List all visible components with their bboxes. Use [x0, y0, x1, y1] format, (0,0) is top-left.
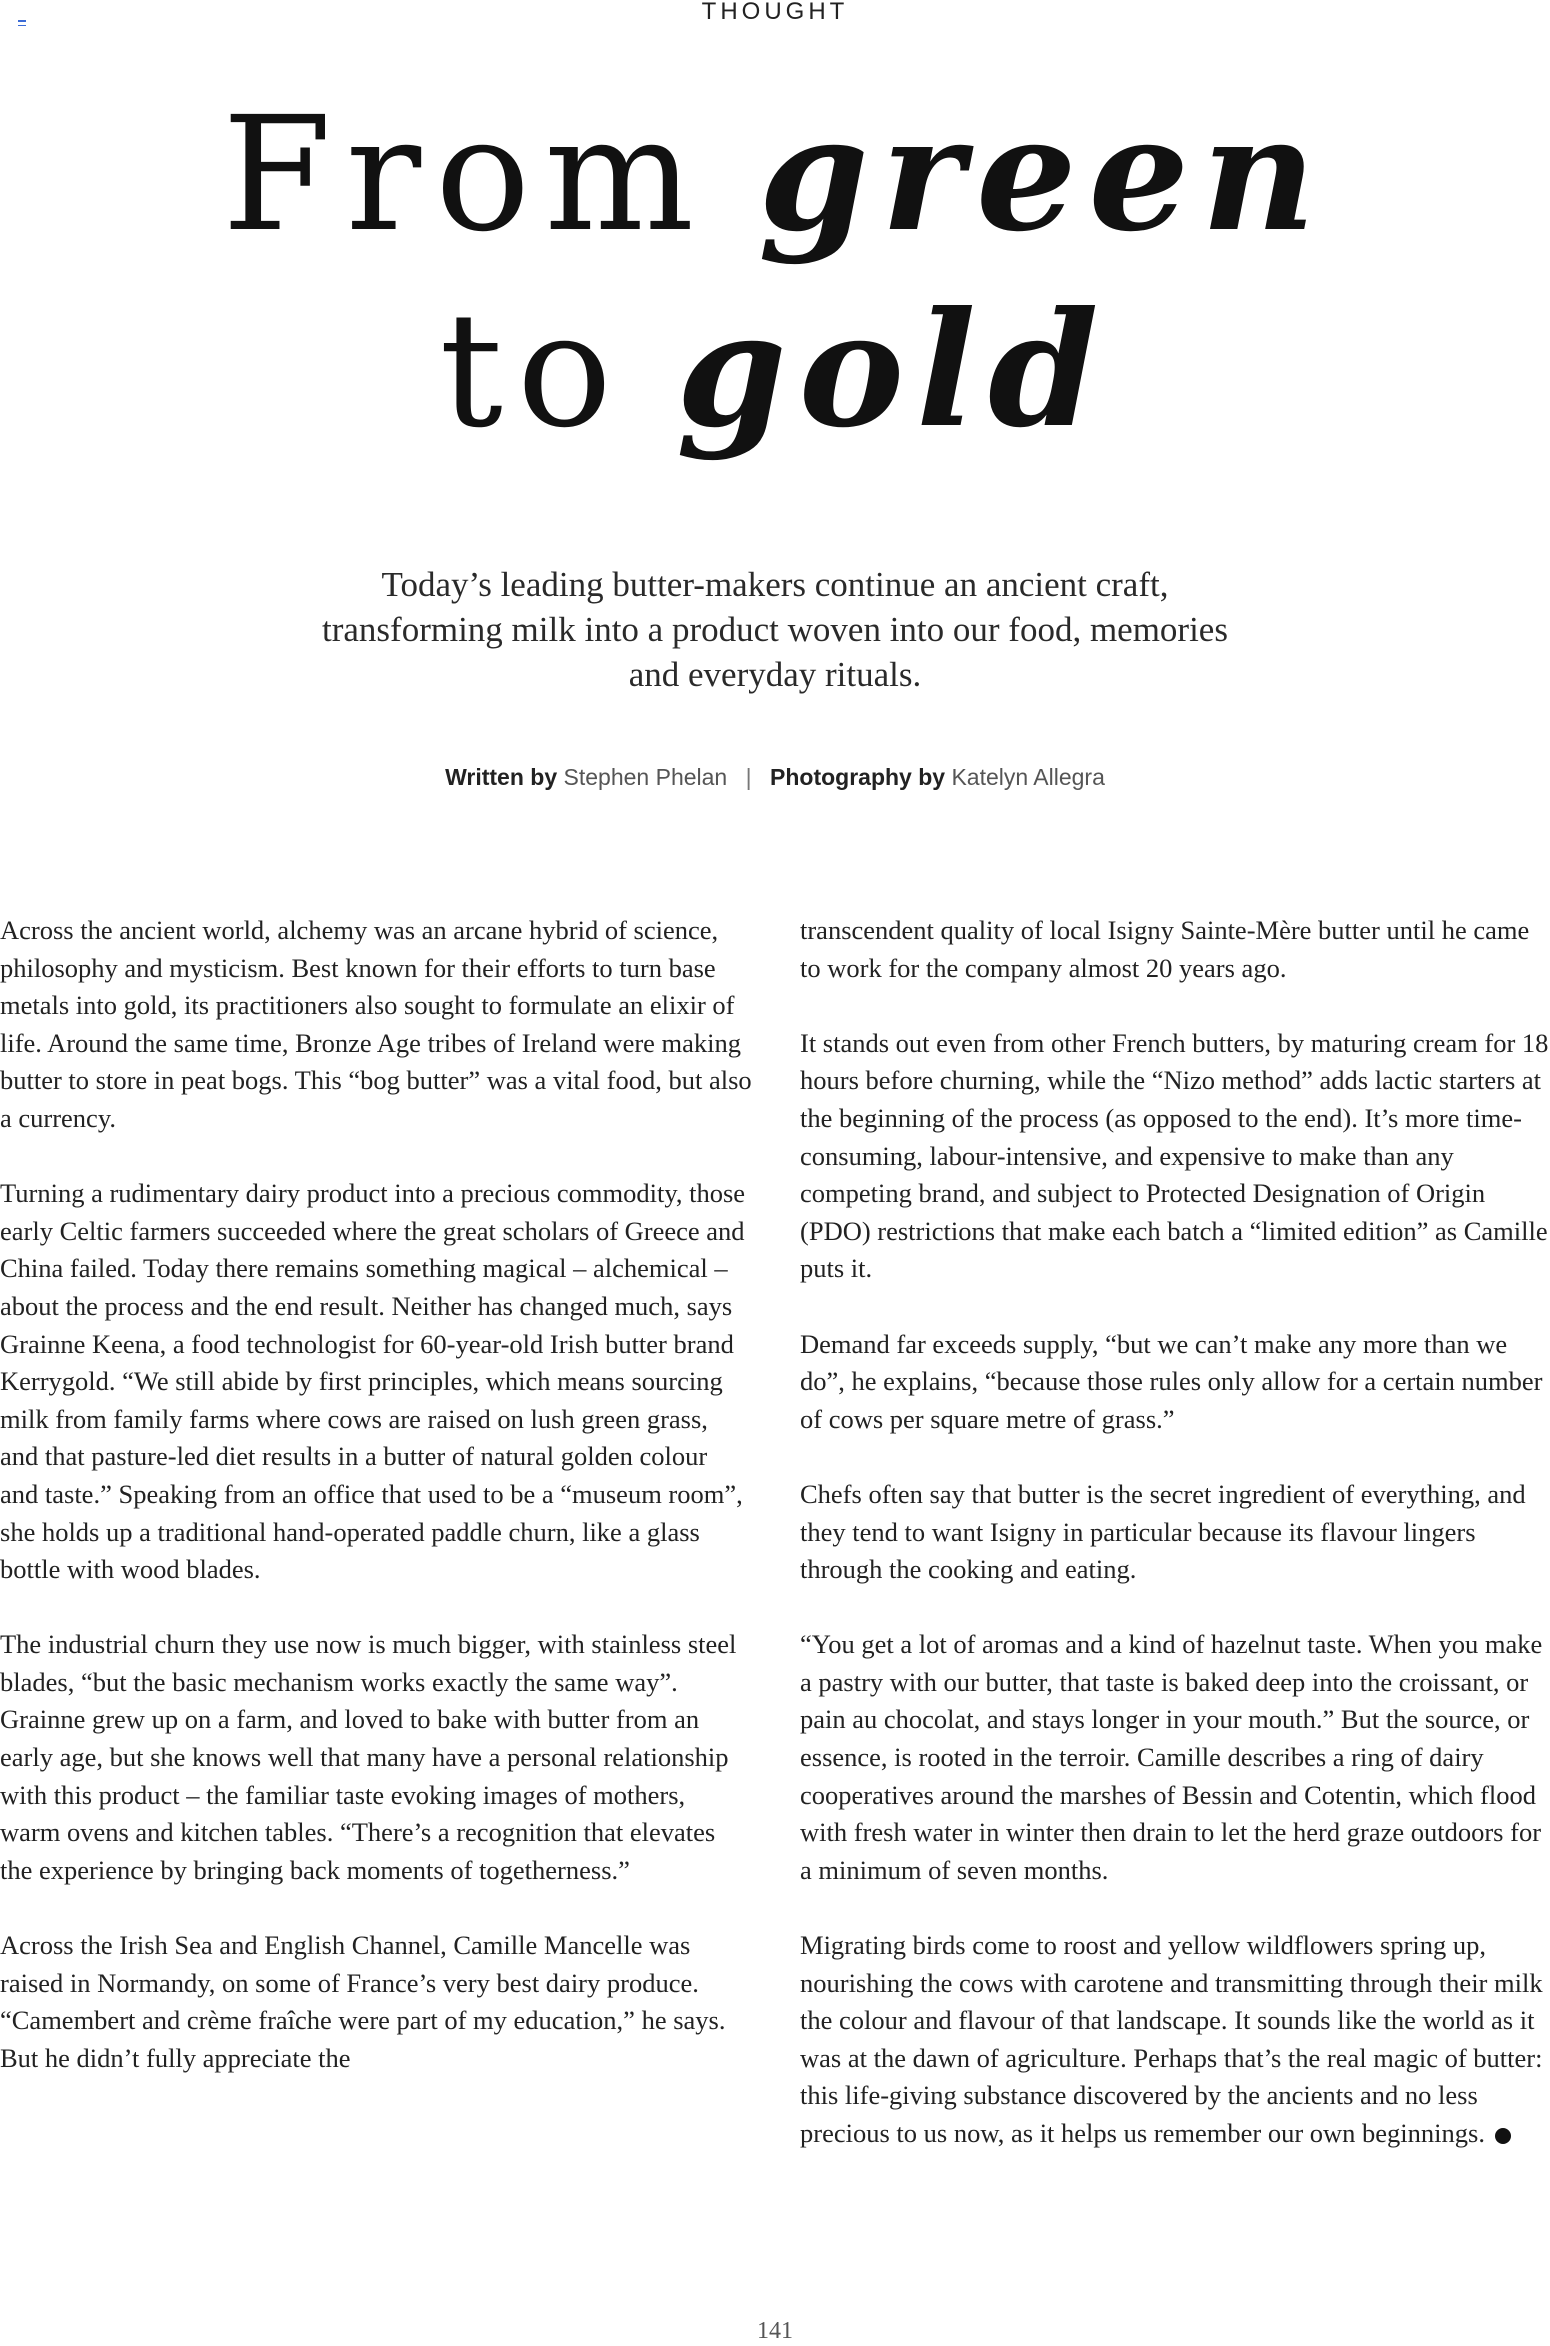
body-column-left	[0, 912, 752, 2115]
end-mark-icon	[1495, 2128, 1511, 2144]
photographer-name: Katelyn Allegra	[951, 764, 1105, 790]
byline	[0, 764, 1550, 791]
body-paragraph-final	[800, 1927, 1550, 2153]
body-paragraph: It stands out even from other French butters, by maturing cream for 18 hours before churning, while the “Nizo method” adds lactic starters at the beginning of the process (as opposed to the end). It’s more time-consuming, labour-intensive, and expensive to make than any competing brand, and subject to Protected Designation of Origin (PDO) restrictions that make each batch a “limited edition” as Camille puts it.	[800, 1027, 1549, 1284]
body-column-right	[800, 912, 1550, 2190]
section-label: THOUGHT	[701, 0, 849, 25]
headline-word-to: to	[439, 279, 627, 463]
body-paragraph: Chefs often say that butter is the secret ingredient of everything, and they tend to want Isigny in particular because its flavour lingers through the cooking and eating.	[800, 1478, 1526, 1585]
body-paragraph: transcendent quality of local Isigny Sainte-Mère butter until he came to work for the company almost 20 years ago.	[800, 915, 1530, 983]
body-paragraph: Across the ancient world, alchemy was an arcane hybrid of science, philosophy and mysticism. Best known for their efforts to turn base metals into gold, its practitioners also sought to formulate an elixir of life. Around the same time, Bronze Age tribes of Ireland were making butter to store in peat bogs. This “bog butter” was a vital food, but also a currency.	[0, 915, 752, 1133]
headline-word-gold: gold	[676, 278, 1111, 463]
body-paragraph: “You get a lot of aromas and a kind of hazelnut taste. When you make a pastry with our butter, that taste is baked deep into the croissant, or pain au chocolat, and stays longer in your mouth.” But the source, or essence, is rooted in the terroir. Camille describes a ring of dairy cooperatives around the marshes of Bessin and Cotentin, which flood with fresh water in winter then drain to let the herd graze outdoors for a minimum of seven months.	[800, 1629, 1543, 1885]
written-by-label: Written by	[445, 764, 558, 790]
headline-line-2	[0, 278, 1550, 463]
headline-word-green: green	[758, 82, 1328, 267]
headline-line-1	[0, 82, 1550, 267]
body-paragraph: The industrial churn they use now is much bigger, with stainless steel blades, “but the basic mechanism works exactly the same way”. Grainne grew up on a farm, and loved to bake with butter from an early age, but she knows well that many have a personal relationship with this product – the familiar taste evoking images of mothers, warm ovens and kitchen tables. “There’s a recognition that elevates the experience by bringing back moments of togetherness.”	[0, 1629, 737, 1885]
writer-name: Stephen Phelan	[563, 764, 728, 790]
photography-by-label: Photography by	[770, 764, 946, 790]
byline-separator: |	[745, 764, 752, 790]
page-number: 141	[757, 2318, 793, 2344]
body-paragraph: Demand far exceeds supply, “but we can’t make any more than we do”, he explains, “because those rules only allow for a certain number of cows per square metre of grass.”	[800, 1328, 1543, 1434]
body-paragraph: Across the Irish Sea and English Channel, Camille Mancelle was raised in Normandy, on some of France’s very best dairy produce. “Camembert and crème fraîche were part of my education,” he says. But he didn’t fully appreciate the	[0, 1930, 726, 2073]
final-paragraph-text: Migrating birds come to roost and yellow wildflowers spring up, nourishing the cows with carotene and transmitting through their milk the colour and flavour of that landscape. It sounds like the world as it was at the dawn of agriculture. Perhaps that’s the real magic of butter: this life-giving substance discovered by the ancients and no less precious to us now, as it helps us remember our own beginnings.	[800, 1930, 1543, 2148]
headline-word-from: From	[222, 83, 709, 267]
body-paragraph: Turning a rudimentary dairy product into a precious commodity, those early Celtic farmers succeeded where the great scholars of Greece and China failed. Today there remains something magical – alchemical – about the process and the end result. Neither has changed much, says Grainne Keena, a food technologist for 60-year-old Irish butter brand Kerrygold. “We still abide by first principles, which means sourcing milk from family farms where cows are raised on lush green grass, and that pasture-led diet results in a butter of natural golden colour and taste.” Speaking from an office that used to be a “museum room”, she holds up a traditional hand-operated paddle churn, like a glass bottle with wood blades.	[0, 1178, 746, 1585]
standfirst: Today’s leading butter-makers continue an ancient craft, transforming milk into a product woven into our food, memories and everyday rituals.	[322, 565, 1228, 694]
